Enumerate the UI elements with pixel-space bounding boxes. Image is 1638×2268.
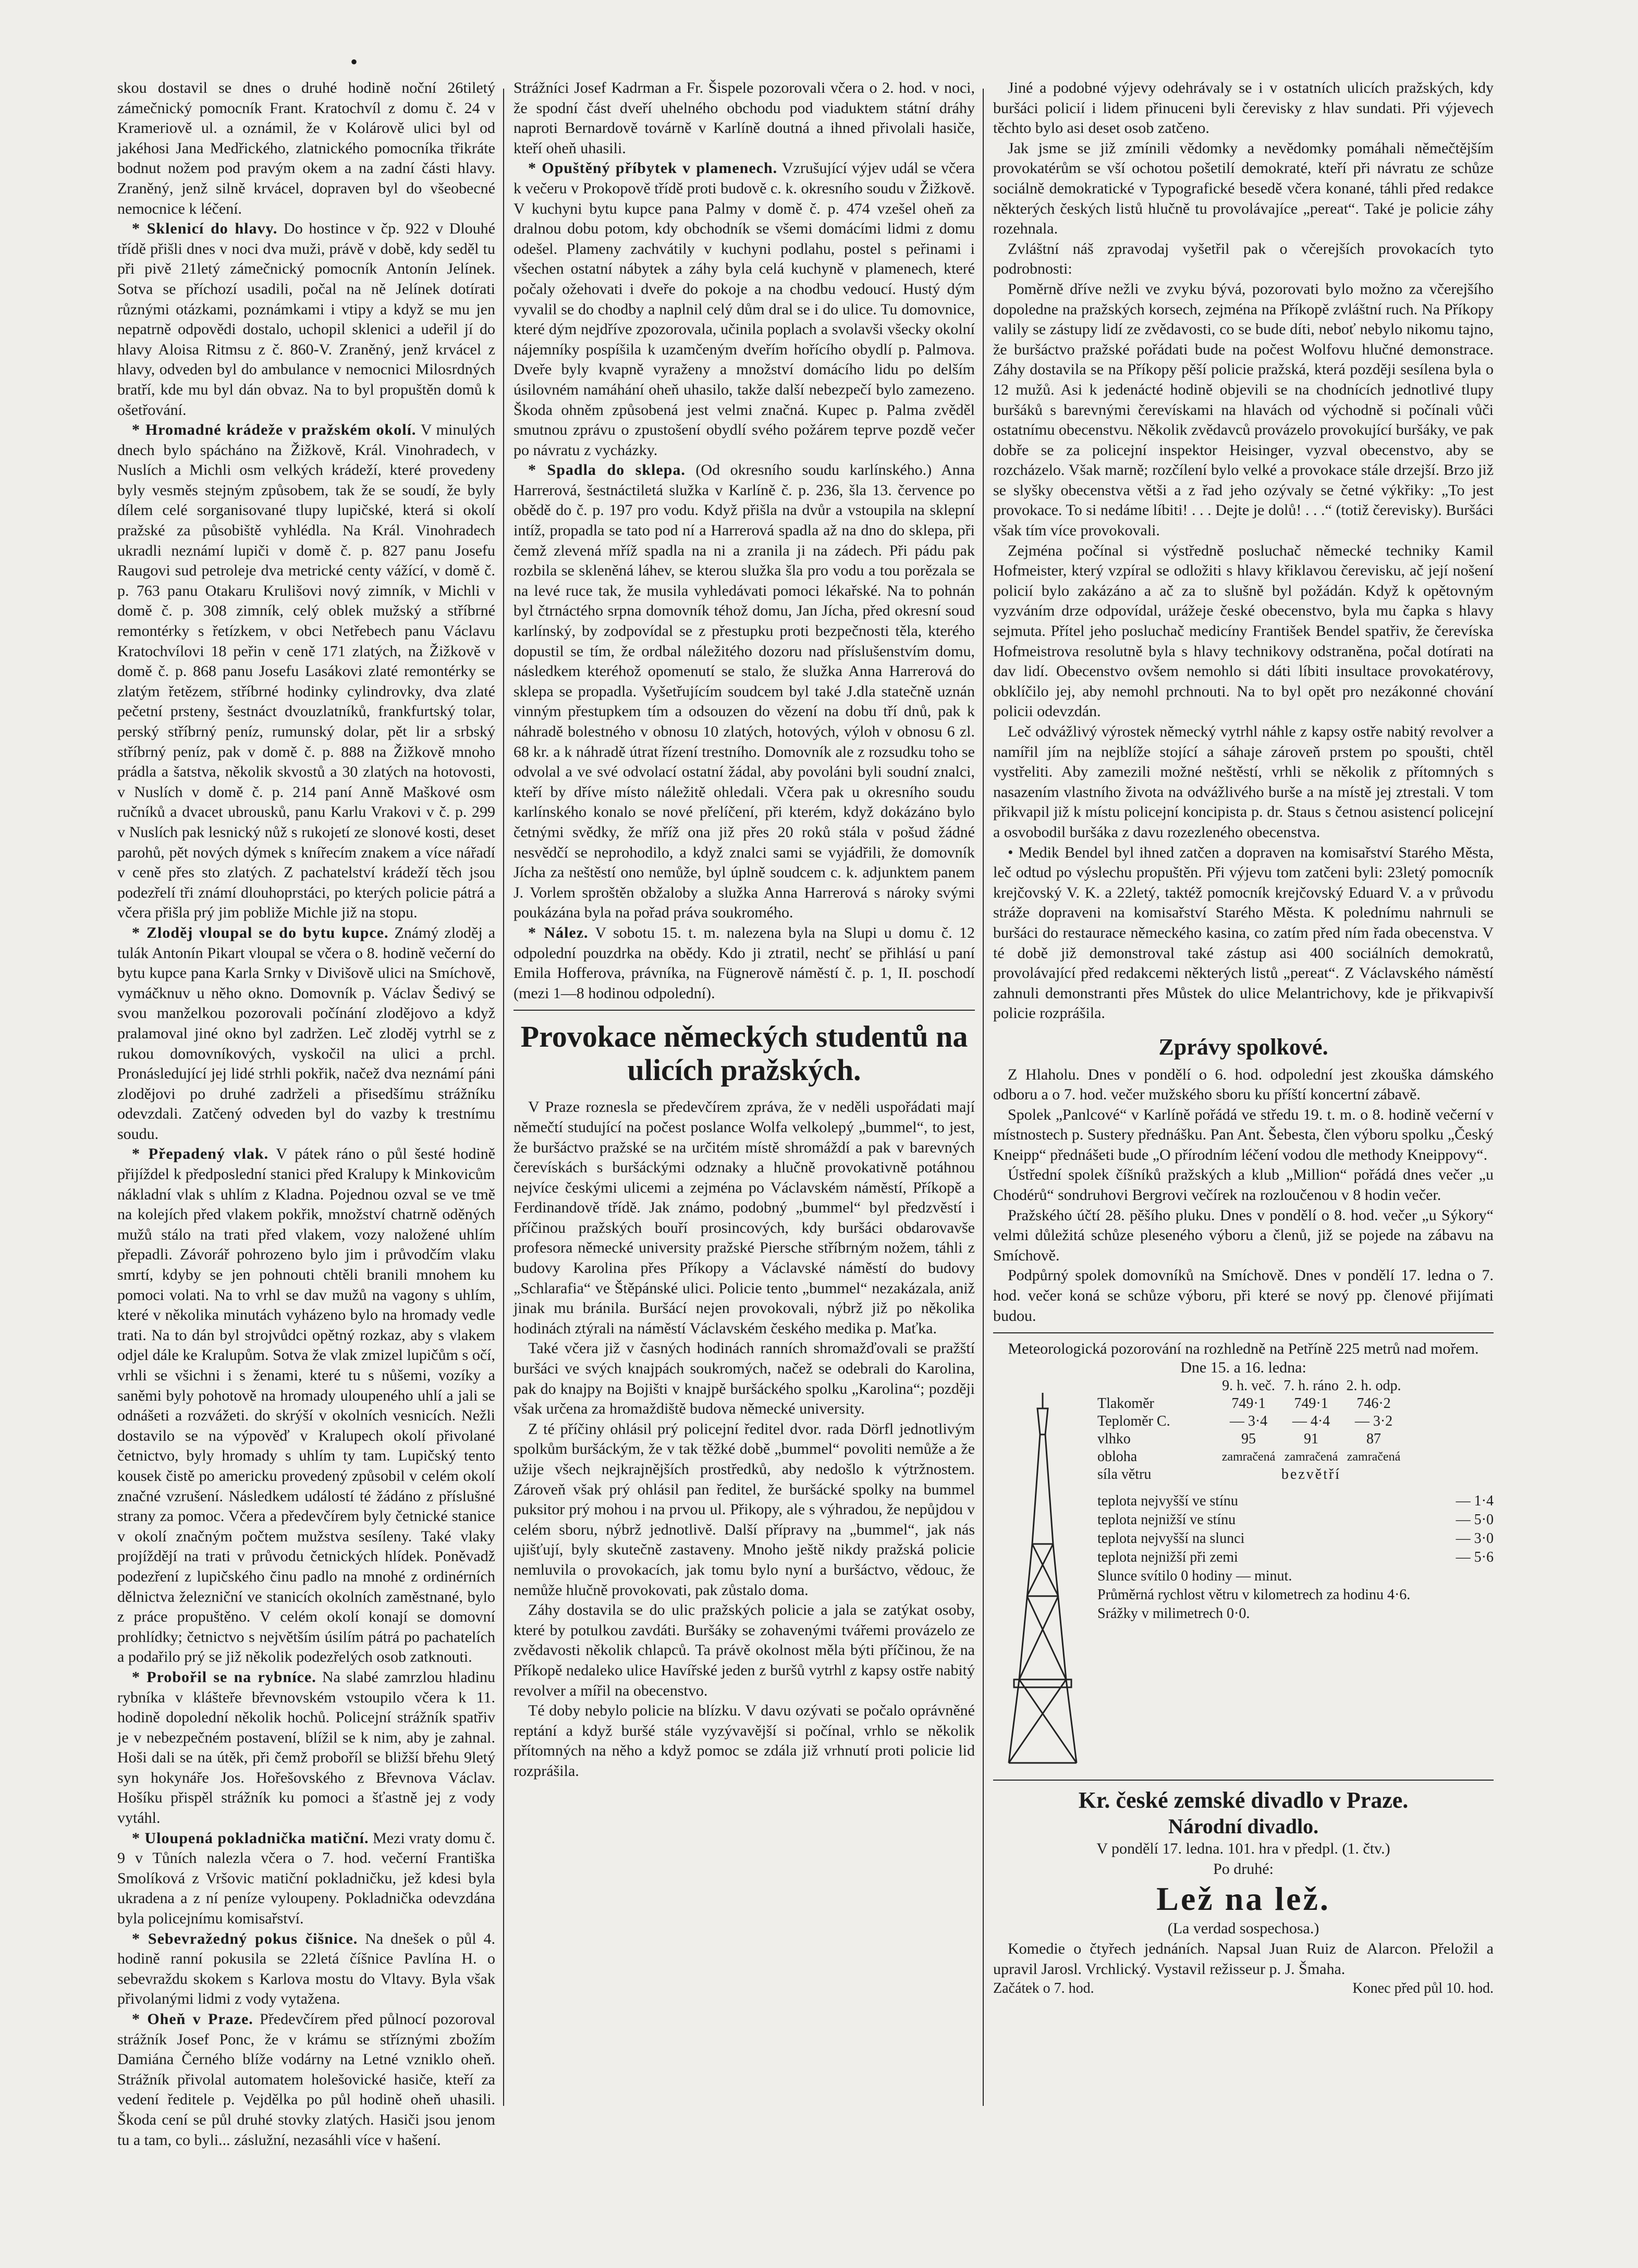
play-subtitle: (La verdad sospechosa.) bbox=[1167, 1920, 1319, 1938]
article-text: Jak jsme se již zmínili vědomky a nevědomky pomáhali němečtějším provokatérům se vší ochotou pošetilí demokraté, kteří při návratu ze schůze sociálně demokratické v Typografické besedě včera konané, táhli před redakce některých českých listů hlučně tu provolávajíce „pereat“. Také je policie záhy rozehnala. bbox=[993, 139, 1494, 238]
article-text: V Praze roznesla se předevčírem zpráva, že v neděli uspořádati mají němečtí studující na počest poslance Wolfa velkolepý „bummel“, to jest, že buršáctvo pražské se na určitém místě shromáždí a pak v barevných čerevískách s buršáckými odznaky a hlučně provokativně potáhnou nejvíce českými ulicemi a zejména po Václavském náměstí, Příkopě a Ferdinandově třídě. Jak známo, podobný „bummel“ byl předzvěstí i příčinou pražských bouří prosincových, kdy buršáci obdarovavše profesora německé university pražské Piersche stříbrným nožem, táhli z budovy Karolina přes Příkopy a Václavské náměstí do budovy „Schlarafia“ ve Štěpánské ulici. Policie tento „bummel“ nezakázala, aniž jinak mu bránila. Buršácí nejen provokovali, nýbrž již po několika hodinách ztýrali na náměstí Václavském českého medika p. Maťka. bbox=[514, 1098, 975, 1337]
article-heading: * Nález. bbox=[528, 924, 589, 941]
meteo-table bbox=[1097, 1377, 1494, 1623]
article-heading: * Opuštěný příbytek v plamenech. bbox=[528, 160, 778, 177]
main-article-title: Provokace německých studentů na ulicích pražských. bbox=[520, 1020, 968, 1087]
meteo-row: Teploměr C. — 3·4 — 4·4 — 3·2 bbox=[1097, 1413, 1393, 1430]
article-heading: * Probořil se na rybníce. bbox=[132, 1668, 316, 1686]
performance-info: V pondělí 17. ledna. 101. hra v předpl. (1. čtv.) bbox=[1096, 1840, 1390, 1858]
club-notice: Ústřední spolek číšníků pražských a klub „Million“ pořádá dnes večer „u Chodérů“ sondruhovi Bergrovi večírek na rozloučenou v 8 hodin večer. bbox=[993, 1166, 1494, 1204]
meteo-col: 9. h. več. bbox=[1222, 1378, 1275, 1394]
separator bbox=[993, 1332, 1494, 1333]
article-heading: * Sebevražedný pokus čišnice. bbox=[132, 1930, 358, 1947]
meteo-line: teplota nejnižší při zemi — 5·6 bbox=[1097, 1549, 1494, 1566]
meteo-title: Meteorologická pozorování na rozhledně na Petříně 225 metrů nad mořem. bbox=[1008, 1340, 1479, 1358]
article-text: V pátek ráno o půl šesté hodině přijíždel k předposlední stanici před Kralupy k Minkovicům nákladní vlak s uhlím z Kladna. Pojednou ozval se ve tmě na kolejích před vlakem pokřik, množství chatrně oděných mužů stálo na trati před vlakem, vozy naložené uhlím přepadli. Závorář pohrozeno bylo jim i průvodčím vlaku smrtí, kdyby se jen pohnouti chtěli branili mnohem ku pomoci volati. Na to vrhl se dav mužů na vagony s uhlím, které v několika minutách vyházeno bylo na hromady vedle trati. Na to dán byl strojvůdci opětný rozkaz, aby s vlakem odjel dále ke Kralupům. Sotva že vlak zmizel lupičům s očí, vrhli se všichni i s ženami, které tu s nůšemi, vozíky a saněmi byly pohotově na hromady uloupeného uhlí a jali se odnášeti a rozvážeti. do skrýší v okolních vesnicích. Nežli dostavilo se na výpověď v Kralupech okolí přivolané četnictvo, byly hromady s uhlím ty tam. Lupičský tento kousek čistě po americku provedený způsobil v celém okolí značné vzrušení. Následkem událostí té žádáno z příslušné strany za pomoc. Včera a předevčírem byly četnické stanice v okolí značným počtem mužstva sesíleny. Také vlaky projíždějí na trati v průvodu četnických hlídek. Poněvadž podezření z lupičského činu padlo na mnohé z ordinérních dělnictva železniční ve stanicích okolních zaměstnané, bylo z práce propuštěno. V celém okolí konají se domovní prohlídky; četnictvo s největším úsilím pátrá po pachatelích a podařilo prý se již několik podezřelých osob zatknouti. bbox=[117, 1145, 495, 1666]
article-text: Mezi vraty domu č. 9 v Tůních nalezla včera o 7. hod. večerní Františka Smolíková z Vršovic matiční pokladničku, jež kdesi byla ukradena a z ní peníze vyloupeny. Pokladnička odevzdána byla policejnímu komisařství. bbox=[117, 1829, 496, 1928]
meteo-line: Průměrná rychlost větru v kilometrech za hodinu 4·6. bbox=[1097, 1587, 1411, 1603]
meteo-row: obloha zamračená zamračená zamračená bbox=[1097, 1449, 1401, 1465]
meteo-col: 7. h. ráno bbox=[1283, 1378, 1339, 1394]
article-text: Na dnešek o půl 4. hodině ranní pokusila se 22letá číšnice Pavlína H. o sebevraždu skokem s Karlova mostu do Vltavy. Byla však přivolanými lidmi z vody vytažena. bbox=[117, 1930, 495, 2008]
section-heading: Zprávy spolkové. bbox=[1158, 1034, 1328, 1060]
performance-note: Po druhé: bbox=[1213, 1860, 1274, 1878]
club-notice: Z Hlaholu. Dnes v pondělí o 6. hod. odpolední jest zkouška dámského odboru a o 7. hod. večer mužského sboru ku příští koncertní zábavě. bbox=[993, 1065, 1494, 1104]
article-text: Poměrně dříve nežli ve zvyku bývá, pozorovati bylo možno za včerejšího dopoledne na pražských korsech, zejména na Příkopě zvláštní ruch. Na Příkopy valily se zástupy lidí ze zvědavosti, co se bude díti, neboť nebylo nikomu tajno, že buršáctvo pražské pořádati bude na počest Wolfovu hlučné demonstrace. Záhy dostavila se na Příkopy pěší policie pražská, která později sesílena byla o 12 mužů. Asi k jedenácté hodině objevili se na chodnících jednotlivé tlupy buršáků s barevnými čerevískami na hlavách od východně si počínali vůči ostatnímu obecenstvu. Několik zvědavců provázelo provokující buršáky, ve pak dobře se za policejní inspektor Heisinger, vyzval obecenstvo, aby se rozcházelo. Však marně; rozčílení bylo velké a provokace stále drzejší. Brzo již se slyšky obecenstva větši a z řad jeho ozývaly se četné výkřiky: „To jest provokace. To si nedáme líbiti! . . . Dejte je dolů! . . .“ (totiž čerevisky). Buršáci však tím více provokovali. bbox=[993, 280, 1494, 540]
article-text: Leč odvážlivý výrostek německý vytrhl náhle z kapsy ostře nabitý revolver a namířil jím na nejblíže stojící a sáhaje zároveň prstem po spoušti, chtěl vystřeliti. Aby zamezili možné neštěstí, vrhli se několik z přítomných s nasazením vlastního života na odvážlivého burše a na místě jej ztrestali. V tom přikvapil již k místu policejní koncipista p. dr. Staus s četnou asistencí policejní a osvobodil buršáka z davu rozezleného obecenstva. bbox=[993, 723, 1494, 841]
meteo-line: teplota nejnižší ve stínu — 5·0 bbox=[1097, 1512, 1494, 1528]
article-text: V sobotu 15. t. m. nalezena byla na Slupi u domu č. 12 odpolední pouzdrka na obědy. Kdo ji ztratil, nechť se přihlásí u paní Emila Hofferova, právníka, na Fügnerově náměstí č. p. 1, II. poschodí (mezi 1—8 hodinou odpolední). bbox=[514, 924, 975, 1002]
article-text: Té doby nebylo policie na blízku. V davu ozývati se počalo oprávněné reptání a když buršé stále vyzývavější si počínal, vrhlo se několik přítomných na něho a když pomoc se zdála již vrhnutí proti policie lid rozprášila. bbox=[514, 1702, 975, 1780]
article-text: Do hostince v čp. 922 v Dlouhé třídě přišli dnes v noci dva muži, právě v době, kdy seděl tu při pivě 21letý zámečnický pomocník Antonín Jelínek. Sotva se příchozí usadili, počal na ně Jelínek dotírati různými otázkami, poznámkami i vtipy a když se mu jen nepatrně odpovědi dostalo, uchopil sklenici a udeřil jí do hlavy Aloisa Ritmsu z č. 860-V. Zraněný, jenž krvácel z hlavy, odveden byl do ambulance v nemocnici Milosrdných bratří, kde mu byl dán obvaz. Na to byl propuštěn domů k ošetřování. bbox=[117, 220, 495, 419]
meteo-date: Dne 15. a 16. ledna: bbox=[1180, 1359, 1306, 1377]
meteo-row: síla větru bezvětří bbox=[1097, 1466, 1341, 1483]
article-text: Z té příčiny ohlásil prý policejní ředitel dvor. rada Dörfl jednotlivým spolkům buršáckým, že v tak těžké době „bummel“ povoliti nemůže a že užije všech nejkrajnějších prostředků, aby nedošlo k výtržnostem. Zároveň však prý ohlásil pan ředitel, že buršácké spolky na bummel puksitor prý mohou i na prvou ul. Přikopy, ale s výhradou, že nepůjdou v celém sboru, nýbrž jednotlivě. Další přípravy na „bummel“, jak nás ujišťují, byly skutečně zastaveny. Mnoho ještě nikdy pražská policie nemluvila o provokacích, jak tomu bylo nyní a buršáctvo, vědouc, že nemůže hlučně provokovati, pak zůstalo doma. bbox=[514, 1420, 975, 1599]
article-text: Zvláštní náš zpravodaj vyšetřil pak o včerejších provokacích tyto podrobnosti: bbox=[993, 240, 1494, 278]
column-rule bbox=[503, 89, 504, 2106]
meteo-header-row bbox=[1097, 1377, 1494, 1395]
play-title: Lež na lež. bbox=[1156, 1880, 1330, 1918]
club-notice: Spolek „Panlcové“ v Karlíně pořádá ve středu 19. t. m. o 8. hodině večerní v místnostech p. Sustery přednášku. Pan Ant. Šebesta, člen výboru spolku „Český Kneipp“ přednášeti bude „O přírodním léčení vodou dle methody Kneippovy“. bbox=[993, 1106, 1494, 1163]
column-2 bbox=[514, 78, 975, 1782]
column-rule bbox=[983, 89, 984, 2106]
article-text: V minulých dnech bylo spácháno na Žižkově, Král. Vinohradech, v Nuslích a Michli osm velkých krádeží, které provedeny byly vesměs stejným způsobem, tak že se soudí, že byly dílem celé sorganisované tlupy lupičské, která si okolí pražské za působiště vyhlédla. Na Král. Vinohradech ukradli neznámí lupiči v domě č. p. 827 panu Josefu Raugovi sud petroleje dva metrické centy vážící, v domě č. p. 763 panu Otakaru Krulišovi nový zimník, v Michli v domě č. p. 308 zimník, celý oblek mužský a stříbrné remontérky s řetízkem, v obci Netřebech panu Václavu Kratochvílovi 18 peřin v ceně 171 zlatých, na Žižkově v domě č. p. 868 panu Josefu Lasákovi zlaté remontérky se zlatým řetězem, stříbrné hodinky cylindrovky, dva zlaté pečetní prsteny, šestnáct dvouzlatníků, frankfurtský tolar, perský stříbrný peníz, rumunský dolar, pět lir a srbský stříbrný peníz, pak v domě č. p. 888 na Žižkově mnoho prádla a šatstva, několik skvostů a 30 zlatých na hotovosti, v Nuslích v domě č. p. 214 paní Anně Maškové osm ručníků a dvacet ubrousků, panu Karlu Vrakovi v č. p. 299 v Nuslích pak lesnický nůž s rukojetí ze slonové kosti, deset parohů, pět nových dýmek s knířecím znakem a více nářadí v ceně přes sto zlatých. Z pachatelství krádeží těch jsou podezřelí tři známí dlouhoprstáci, po kterých policie pátrá a včera přišla prý jim pobliže Michle již na stopu. bbox=[117, 421, 495, 922]
article-heading: * Přepadený vlak. bbox=[132, 1145, 269, 1163]
theatre-name: Národní divadlo. bbox=[1168, 1815, 1319, 1838]
meteo-line: teplota nejvyšší na slunci — 3·0 bbox=[1097, 1530, 1494, 1547]
col2-paragraph: Strážníci Josef Kadrman a Fr. Šispele pozorovali včera o 2. hod. v noci, že spodní část dveří uhelného obchodu pod viaduktem státní dráhy naproti Bernardově továrně v Karlíně doutná a ihned přivolali hasiče, kteří oheň uhasili. bbox=[514, 79, 975, 157]
theatre-heading: Kr. české zemské divadlo v Praze. bbox=[1078, 1787, 1409, 1813]
meteo-line: Slunce svítilo 0 hodiny — minut. bbox=[1097, 1568, 1292, 1585]
article-text: Na slabé zamrzlou hladinu rybníka v klášteře břevnovském vstoupilo včera k 11. hodině dopolední několik hochů. Policejní strážník spatřiv je v nebezpečném postavení, blížil se k nim, aby je zahnal. Hoši dali se na útěk, při čemž proboříl se bližší břehu 9letý syn hokynáře Jos. Hořešovského z Břevnova Václav. Hošíku přispěl strážník ku pomoci a šťastně jej z vody vytáhl. bbox=[117, 1668, 496, 1827]
column-1 bbox=[117, 78, 495, 2150]
article-heading: * Hromadné krádeže v pražském okolí. bbox=[132, 421, 417, 439]
separator bbox=[993, 1780, 1494, 1781]
article-text: Také včera již v časných hodinách ranních shromažďovali se pražští buršáci ve svých knajpách soukromých, načež se odebrali do Karolina, pak do knajpy na Bojišti v knajpě buršáckého spolku „Karolina“; později však určena za hromaždiště budova německé university. bbox=[514, 1340, 975, 1418]
article-text: Vzrušující výjev udál se včera k večeru v Prokopově třídě proti budově c. k. okresního soudu v Žižkově. V kuchyni bytu kupce pana Palmy v domě č. p. 474 vzešel oheň za dralnou dobu potom, kdy obchodník se všemi domácími lidmi z domu odešel. Plameny zachvátily v kuchyni podlahu, postel s peřinami i všechen ostatní nábytek a záhy byla celá kuchyně v plamenech, které počaly ožehovati i dveře do pokoje a na chodbu vedoucí. Hustý dým vyvalil se do chodby a naplnil celý dům dral se i do ulice. Tu domovnice, které dým nejdříve zpozorovala, učinila poplach a svolavši všecky okolní nájemníky pospíšila k uzamčeným dveřím hořícího obydlí p. Palmova. Dveře byly kvapně vyraženy a množství domácího lidu po delším úsilovném namáhání oheň uhasilo, takže další nebezpečí bylo zamezeno. Škoda ohněm způsobená jest velmi značná. Kupec p. Palma zvěděl smutnou zprávu o zpustošení obydlí svého požárem teprve pozdě večer po návratu z vycházky. bbox=[514, 160, 975, 459]
article-heading: * Spadla do sklepa. bbox=[528, 461, 686, 479]
col1-paragraph: skou dostavil se dnes o druhé hodině noční 26tiletý zámečnický pomocník Frant. Kratochvíl z domu č. 24 v Krameriově ul. a oznámil, že v Kolárově ulici byl od jakéhosi Jana Medřického, zlatnického pomocníka třikráte bodnut nožem pod pravým okem a na zadní části hlavy. Zraněný, jenž silně krvácel, dopraven byl do všeobecné nemocnice k léčení. bbox=[117, 79, 495, 217]
meteo-row: vlhko 95 91 87 bbox=[1097, 1431, 1381, 1448]
article-heading: * Zloděj vloupal se do bytu kupce. bbox=[132, 924, 389, 941]
article-text: (Od okresního soudu karlínského.) Anna Harrerová, šestnáctiletá služka v Karlíně č. p. 236, šla 13. července po obědě do č. p. 197 pro vodu. Když přišla na dvůr a vstoupila na sklepní intíž, propadla se tato pod ní a Harrerová spadla až na dno do sklepa, při čemž zlevená mříž spadla na ni a zranila ji na zádech. Při pádu pak rozbila se skleněná láhev, se kterou služka šla pro vodu a tou porězala se na levé ruce tak, že musila vyhledávati pomoci lékařské. Na to pohnán byl čtrnáctého srpna domovník téhož domu, Jan Jícha, před okresní soud karlínský, by zodpovídal se z přestupku proti bezpečnosti těla, kterého dopustil se tím, že ordbal náležitého dozoru nad příslušenstvím domu, následkem kteréhož opomenutí se stalo, že služka Anna Harrerová do sklepa se propadla. Vyšetřujícím soudcem byl také J.dla statečně uznán vinným přestupkem tím a odsouzen do vězení na dobu tří dnů, pak k náhradě bolestného v obnosu 10 zlatých, hotových, výloh v obnosu 6 zl. 68 kr. a k náhradě útrat řízení trestního. Domovník ale z rozsudku toho se odvolal a ve své odvolací ostatní žádal, aby povoláni byli soudní znalci, kteří by dříve místo náležitě ohledali. Včera pak u okresního soudu karlínského konalo se nové přelíčení, při kterém, když dokázáno bylo četnými svědky, že mříž ona již přes 20 roků stála v pošud žádné nesvědčí se neprohodilo, a když znalci sami se vyjádřili, že domovník Jícha za neštěstí ono nemůže, byl úplně soudcem c. k. adjunktem panem J. Vorlem sproštěn obžaloby a služka Anna Harrerová s nároky svými poukázána byla na pořad práva soukromého. bbox=[514, 461, 975, 922]
article-heading: * Sklenicí do hlavy. bbox=[132, 220, 278, 238]
column-3 bbox=[993, 78, 1494, 1998]
article-text: • Medik Bendel byl ihned zatčen a dopraven na komisařství Starého Města, leč odtud po výslechu propuštěn. Při výjevu tom zatčeni byli: 23letý pomocník krejčovský V. K. a 22letý, taktéž pomocník krejčovský Eduard V. a v průvodu stráže dopraveni na komisařství Starého Města. K polednímu nahrnuli se buršáci do restaurace německého kasina, co zatím před ním řada obecenstva. V té době již demonstroval také zástup asi 400 sociálních demokratů, provolávající před redakcemi některých listů „pereat“. Z Václavského náměstí zahnuli demonstranti přes Můstek do ulice Melantrichovy, kde je přikvapivší policie rozprášila. bbox=[993, 843, 1494, 1022]
meteo-col: 2. h. odp. bbox=[1346, 1378, 1401, 1394]
play-description: Komedie o čtyřech jednáních. Napsal Juan Ruiz de Alarcon. Přeložil a upravil Jarosl. Vrchlický. Vystavil režisseur p. J. Šmaha. bbox=[993, 1940, 1494, 1978]
top-mark: • bbox=[350, 50, 358, 73]
club-notice: Pražského účtí 28. pěšího pluku. Dnes v pondělí o 8. hod. večer „u Sýkory“ velmi důležitá schůze pleseného výboru a členů, již se pojede na zábavu na Smíchově. bbox=[993, 1206, 1494, 1264]
meteo-line: Srážky v milimetrech 0·0. bbox=[1097, 1605, 1250, 1622]
club-notice: Podpůrný spolek domovníků na Smíchově. Dnes v pondělí 17. ledna o 7. hod. večer koná se schůze výboru, při které se nový pp. členové přijímati budou. bbox=[993, 1267, 1494, 1325]
article-text: Předevčírem před půlnocí pozoroval strážník Josef Ponc, že v krámu se stříznými zbožím Damiána Černého blíže vodárny na Letné vzniklo oheň. Strážník přivolal automatem holešovické hasiče, kteří za vedení ředitele p. Vejdělka po půl hodině oheň uhasili. Škoda cení se půl druhé stovky zlatých. Hasiči jsou jenom tu a tam, co byli... záslužní, nezasáhli více v hašení. bbox=[117, 2010, 496, 2149]
meteo-row: Tlakoměr 749·1 749·1 746·2 bbox=[1097, 1395, 1391, 1412]
separator bbox=[514, 1010, 975, 1011]
article-heading: * Oheň v Praze. bbox=[132, 2010, 253, 2028]
article-text: Záhy dostavila se do ulic pražských policie a jala se zatýkat osoby, které by potulkou zavdáti. Buršáky se zohavenými tvářemi provázelo ze zvědavosti několik chlapců. Ta právě okolnost měla býti příčinou, že na Příkopě nedaleko ulice Havířské jeden z buršů vytrhl z kapsy ostře nabitý revolver a mířil na obecenstvo. bbox=[514, 1601, 975, 1699]
article-text: Známý zloděj a tulák Antonín Pikart vloupal se včera o 8. hodině večerní do bytu kupce pana Karla Srnky v Divišově ulici na Smíchově, vymáčknuv u něho okno. Domovník p. Václav Šedivý se svou manželkou pozorovali počínání zlodějovo a když pralamoval jiné okno byl zadržen. Leč zloděj vytrhl se z rukou domovníkových, vyskočil na ulici a prchl. Pronásledující jej lidé strhli pokřik, načež dva neznámí páni zlodějovi po druhé zadrželi a přisedšímu strážníku odevzdali. Zatčený odveden byl do vazby k trestnímu soudu. bbox=[117, 924, 496, 1143]
meteo-report bbox=[993, 1377, 1494, 1773]
article-text: Zejména počínal si výstředně posluchač německé techniky Kamil Hofmeister, který vzpíral se odložiti s hlavy křiklavou čerevisku, ač její nošení policií bylo zakázáno a ač za to slušně byl požádán. Když k opětovným vyzváním drze odpovídal, urážeje české obecenstvo, byla mu čapka s hlavy sejmuta. Přítel jeho posluchač medicíny František Bendel spatřiv, že čerevíska Hofmeistrova resolutně byla s hlavy technikovy odstraněna, počal dotírati na dav lidí. Obecenstvo ovšem nemohlo si dáti líbiti insultace provokatérovy, obklíčilo jej, aby nemohl prchnouti. Na to byl opět pro nezákonné chování policii odevzdán. bbox=[993, 542, 1494, 720]
play-times: Začátek o 7. hod. Konec před půl 10. hod. bbox=[993, 1980, 1494, 1997]
article-text: Jiné a podobné výjevy odehrávaly se i v ostatních ulicích pražských, kdy buršáci policií i lidem přinuceni byli čerevisky z hlav sundati. Při výjevech těchto bylo asi deset osob zatčeno. bbox=[993, 79, 1494, 137]
meteo-line: teplota nejvyšší ve stínu — 1·4 bbox=[1097, 1493, 1494, 1510]
article-heading: * Uloupená pokladnička matiční. bbox=[132, 1829, 369, 1847]
petrin-tower-illustration bbox=[1004, 1388, 1082, 1768]
